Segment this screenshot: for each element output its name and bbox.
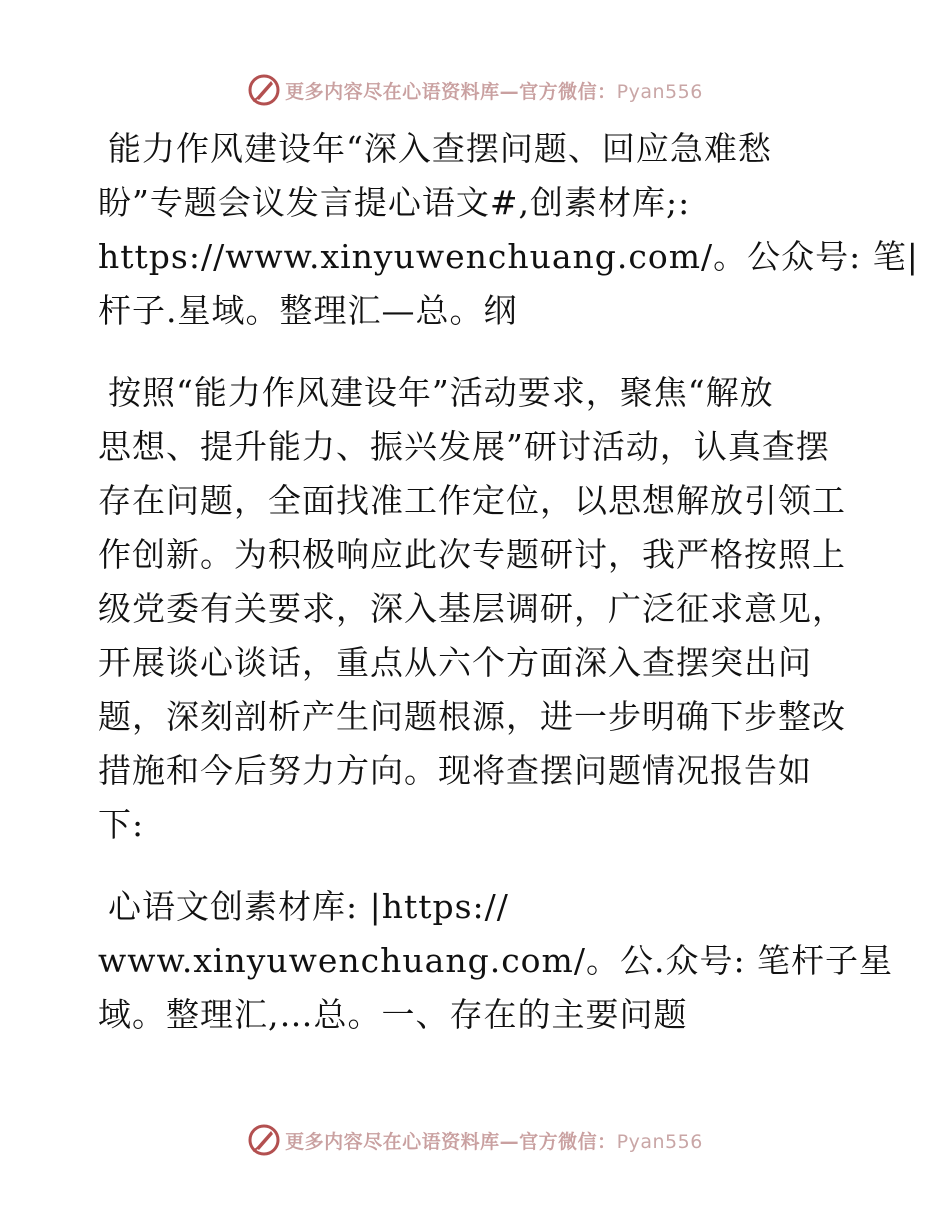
- paragraph-section-heading: [98, 880, 894, 1042]
- watermark-text: 更多内容尽在心语资料库—官方微信：Pyan556: [285, 80, 703, 103]
- watermark-banner-bottom: [0, 1120, 950, 1160]
- text-line: 思想、提升能力、振兴发展”研讨活动，认真查摆: [98, 427, 830, 466]
- paragraph-title: [98, 122, 919, 338]
- text-line: 下:: [98, 805, 145, 844]
- text-line: www.xinyuwenchuang.com/。公.众号: 笔杆子星: [98, 941, 894, 980]
- watermark-text: 更多内容尽在心语资料库—官方微信：Pyan556: [285, 1130, 703, 1153]
- watermark-wechat-id: Pyan556: [616, 80, 703, 103]
- text-line: 作创新。为积极响应此次专题研讨，我严格按照上: [98, 535, 846, 574]
- text-line: 措施和今后努力方向。现将查摆问题情况报告如: [98, 751, 812, 790]
- text-line: 存在问题，全面找准工作定位，以思想解放引领工: [98, 481, 846, 520]
- text-line: 开展谈心谈话，重点从六个方面深入查摆突出问: [98, 643, 812, 682]
- quill-logo-icon: [247, 1123, 281, 1157]
- text-line: 心语文创素材库: |https://: [108, 887, 509, 926]
- text-line: 域。整理汇,…总。一、存在的主要问题: [98, 995, 688, 1034]
- text-line: 能力作风建设年“深入查摆问题、回应急难愁: [108, 129, 772, 168]
- text-line: 杆子.星域。整理汇—总。纲: [98, 291, 518, 330]
- watermark-banner-top: [0, 70, 950, 110]
- paragraph-body: [98, 366, 858, 852]
- text-line: 题，深刻剖析产生问题根源，进一步明确下步整改: [98, 697, 846, 736]
- watermark-wechat-id: Pyan556: [616, 1130, 703, 1153]
- watermark-content: [247, 73, 703, 107]
- quill-logo-icon: [247, 73, 281, 107]
- document-body: [98, 122, 919, 1070]
- text-line: 盼”专题会议发言提心语文#,创素材库;:: [98, 183, 691, 222]
- text-line: https://www.xinyuwenchuang.com/。公众号: 笔|: [98, 237, 919, 276]
- watermark-content: [247, 1123, 703, 1157]
- text-line: 按照“能力作风建设年”活动要求，聚焦“解放: [108, 373, 774, 412]
- text-line: 级党委有关要求，深入基层调研，广泛征求意见，: [98, 589, 846, 628]
